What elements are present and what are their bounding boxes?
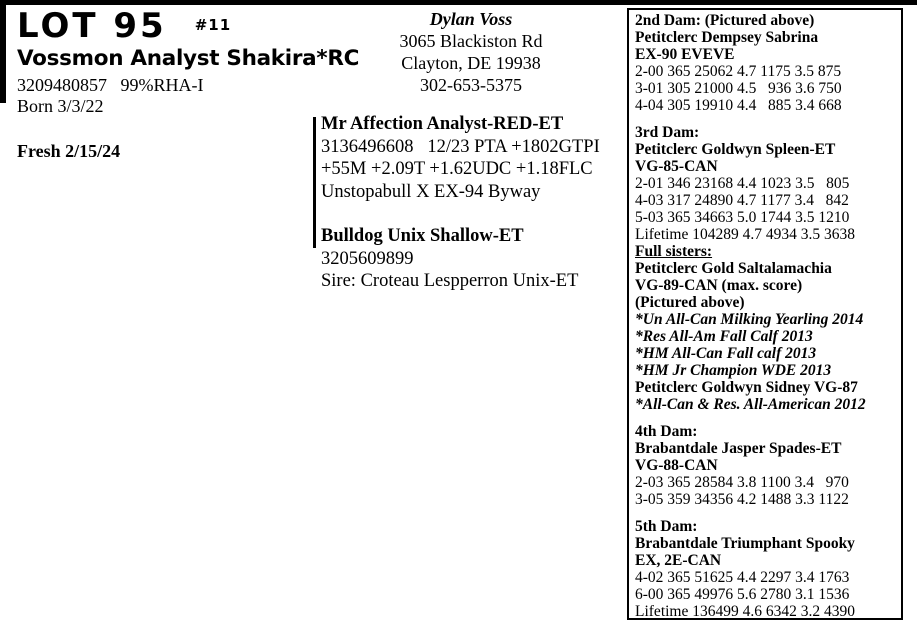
- pedigree-line: 4-03 317 24890 4.7 1177 3.4 842: [635, 192, 849, 209]
- scan-edge-top: [0, 0, 917, 5]
- lot-number: LOT 95: [17, 6, 167, 46]
- pedigree-line: 5-03 365 34663 5.0 1744 3.5 1210: [635, 209, 850, 226]
- pedigree-line: 2-01 346 23168 4.4 1023 3.5 805: [635, 175, 850, 192]
- pedigree-line: 4-04 305 19910 4.4 885 3.4 668: [635, 97, 842, 114]
- pedigree-section: [635, 12, 901, 114]
- pedigree-section: [635, 423, 901, 508]
- dam-block: [321, 225, 600, 293]
- pedigree-box: [627, 8, 903, 620]
- pedigree-line: *All-Can & Res. All-American 2012: [635, 396, 866, 413]
- pedigree-line: 2-03 365 28584 3.8 1100 3.4 970: [635, 474, 849, 491]
- pedigree-line: Lifetime 104289 4.7 4934 3.5 3638: [635, 226, 855, 243]
- pedigree-line: *HM Jr Champion WDE 2013: [635, 362, 832, 379]
- consignor-block: [318, 8, 624, 96]
- consignor-phone: 302-653-5375: [420, 75, 522, 95]
- sire-pta-line1: 3136496608 12/23 PTA +1802GTPI: [321, 136, 600, 157]
- pedigree-line: VG-85-CAN: [635, 158, 718, 175]
- pedigree-line: (Pictured above): [635, 294, 745, 311]
- pedigree-line: 4th Dam:: [635, 423, 698, 440]
- pedigree-line: *Res All-Am Fall Calf 2013: [635, 328, 813, 345]
- pedigree-line: 2nd Dam: (Pictured above): [635, 12, 815, 29]
- pedigree-line: 3-05 359 34356 4.2 1488 3.3 1122: [635, 491, 849, 508]
- pedigree-section: [635, 518, 901, 620]
- sire-block: [321, 113, 600, 203]
- registration-number: 3209480857 99%RHA-I: [17, 75, 204, 95]
- sire-name: Mr Affection Analyst-RED-ET: [321, 114, 564, 134]
- pedigree-line: Petitclerc Goldwyn Sidney VG-87: [635, 379, 858, 396]
- lot-info-column: [17, 6, 360, 162]
- pedigree-line: Brabantdale Jasper Spades-ET: [635, 440, 842, 457]
- pedigree-line: Full sisters:: [635, 243, 713, 260]
- dam-sire-line: Sire: Croteau Lespperron Unix-ET: [321, 271, 579, 291]
- lot-header: [17, 7, 307, 45]
- birth-date: Born 3/3/22: [17, 96, 104, 116]
- sire-block-rule: [313, 117, 316, 248]
- pedigree-line: Lifetime 136499 4.6 6342 3.2 4390: [635, 603, 855, 620]
- pedigree-line: *HM All-Can Fall calf 2013: [635, 345, 817, 362]
- fresh-date: Fresh 2/15/24: [17, 141, 121, 161]
- scan-edge-left: [0, 0, 6, 103]
- pedigree-line: 5th Dam:: [635, 518, 698, 535]
- sire-cross-line: Unstopabull X EX-94 Byway: [321, 181, 541, 202]
- pedigree-line: Petitclerc Dempsey Sabrina: [635, 29, 819, 46]
- tag-number: #11: [194, 16, 232, 34]
- pedigree-line: EX-90 EVEVE: [635, 46, 735, 63]
- dam-registration: 3205609899: [321, 248, 414, 269]
- sire-dam-block: [321, 113, 600, 293]
- pedigree-line: EX, 2E-CAN: [635, 552, 722, 569]
- pedigree-line: Petitclerc Goldwyn Spleen-ET: [635, 141, 836, 158]
- consignor-address-line1: 3065 Blackiston Rd: [399, 31, 543, 51]
- pedigree-line: VG-89-CAN (max. score): [635, 277, 803, 294]
- dam-name: Bulldog Unix Shallow-ET: [321, 226, 524, 246]
- animal-name: Vossmon Analyst Shakira*RC: [17, 46, 360, 71]
- consignor-address-line2: Clayton, DE 19938: [401, 53, 541, 73]
- pedigree-line: 2-00 365 25062 4.7 1175 3.5 875: [635, 63, 842, 80]
- pedigree-line: Petitclerc Gold Saltalamachia: [635, 260, 832, 277]
- pedigree-section: [635, 124, 901, 413]
- consignor-name: Dylan Voss: [429, 9, 513, 29]
- pedigree-line: 4-02 365 51625 4.4 2297 3.4 1763: [635, 569, 850, 586]
- pedigree-line: Brabantdale Triumphant Spooky: [635, 535, 855, 552]
- pedigree-line: 3-01 305 21000 4.5 936 3.6 750: [635, 80, 842, 97]
- pedigree-line: 3rd Dam:: [635, 124, 700, 141]
- pedigree-line: *Un All-Can Milking Yearling 2014: [635, 311, 864, 328]
- pedigree-line: 6-00 365 49976 5.6 2780 3.1 1536: [635, 586, 850, 603]
- sire-pta-line2: +55M +2.09T +1.62UDC +1.18FLC: [321, 159, 593, 179]
- pedigree-line: VG-88-CAN: [635, 457, 718, 474]
